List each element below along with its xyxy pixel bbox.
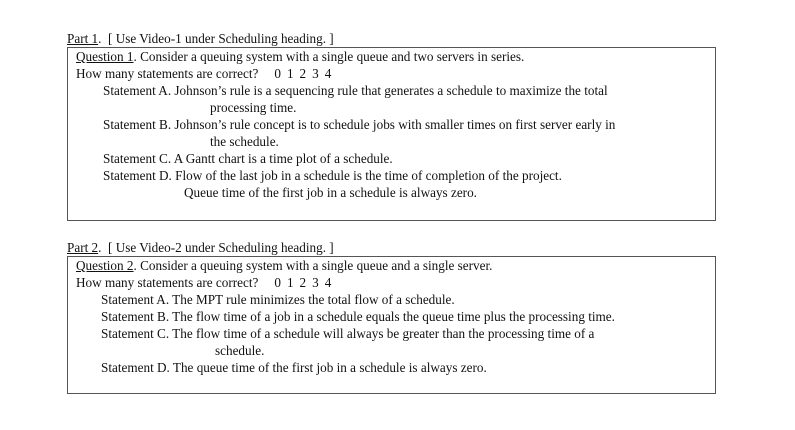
option-1[interactable]: 1: [286, 275, 294, 290]
question-1-text: . Consider a queuing system with a single queue and two servers in series.: [133, 49, 525, 64]
option-2[interactable]: 2: [299, 66, 307, 81]
option-4[interactable]: 4: [324, 66, 332, 81]
statement-d: [76, 359, 715, 376]
statement-c: [76, 150, 715, 167]
statement-d-text: Statement D. Flow of the last job in a schedule is the time of completion of the project.: [103, 168, 562, 183]
statement-b-text: Statement B. Johnson’s rule concept is to schedule jobs with smaller times on first server early in: [103, 117, 616, 132]
statement-c-text: Statement C. The flow time of a schedule will always be greater than the processing time of a: [101, 326, 595, 341]
statement-b-continuation: the schedule.: [210, 134, 279, 149]
question-1-line: [76, 48, 715, 65]
part-2-section: [67, 239, 716, 394]
option-2[interactable]: 2: [299, 275, 307, 290]
part-1-note: [ Use Video-1 under Scheduling heading. ]: [101, 31, 334, 46]
option-4[interactable]: 4: [324, 275, 332, 290]
question-2-prompt-line: [76, 274, 715, 291]
part-1-label: Part 1: [67, 31, 99, 46]
statement-c: [76, 325, 715, 342]
part-2-punct: .: [98, 240, 102, 255]
statement-a: [76, 82, 715, 99]
statement-d: [76, 167, 715, 184]
question-2-label: Question 2: [76, 258, 134, 273]
statement-a: [76, 291, 715, 308]
part-2-note: [ Use Video-2 under Scheduling heading. ]: [101, 240, 334, 255]
part-2-heading: [67, 239, 716, 256]
statement-a-continuation: processing time.: [210, 100, 297, 115]
statement-c-continuation: schedule.: [215, 343, 265, 358]
option-0[interactable]: 0: [274, 275, 281, 290]
option-1[interactable]: 1: [286, 66, 294, 81]
option-3[interactable]: 3: [312, 66, 319, 81]
question-1-label: Question 1: [76, 49, 134, 64]
question-1-box: [67, 47, 716, 221]
statement-c-text: Statement C. A Gantt chart is a time plot of a schedule.: [103, 151, 393, 166]
part-1-heading: [67, 30, 716, 47]
option-3[interactable]: 3: [312, 275, 319, 290]
statement-d-extra-line: Queue time of the first job in a schedule is always zero.: [184, 185, 477, 200]
part-2-label: Part 2: [67, 240, 99, 255]
question-2-box: [67, 256, 716, 394]
statement-b: [76, 308, 715, 325]
question-1-prompt-line: [76, 65, 715, 82]
option-0[interactable]: 0: [274, 66, 281, 81]
part-1-punct: .: [98, 31, 102, 46]
statement-a-text: Statement A. Johnson’s rule is a sequencing rule that generates a schedule to maximize the total: [103, 83, 608, 98]
question-2-line: [76, 257, 715, 274]
statement-b: [76, 116, 715, 133]
statement-b-text: Statement B. The flow time of a job in a schedule equals the queue time plus the processing time.: [101, 309, 615, 324]
question-2-text: . Consider a queuing system with a single queue and a single server.: [133, 258, 493, 273]
statement-a-text: Statement A. The MPT rule minimizes the total flow of a schedule.: [101, 292, 455, 307]
question-2-prompt: How many statements are correct?: [76, 275, 259, 290]
statement-d-text: Statement D. The queue time of the first job in a schedule is always zero.: [101, 360, 487, 375]
question-1-prompt: How many statements are correct?: [76, 66, 259, 81]
part-1-section: [67, 30, 716, 221]
